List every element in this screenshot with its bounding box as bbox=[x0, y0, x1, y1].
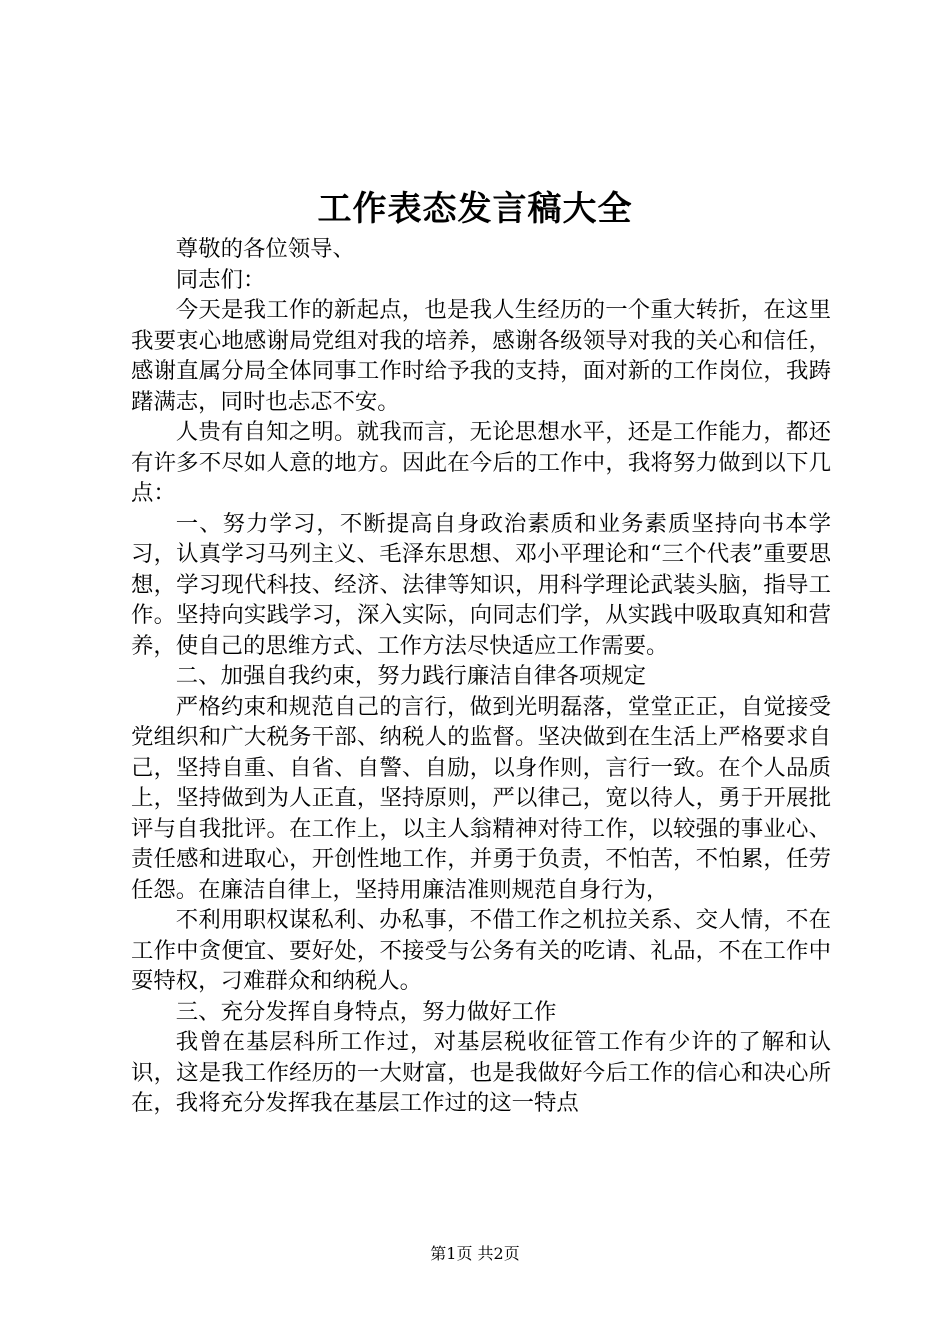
paragraph: 不利用职权谋私利、办私事，不借工作之机拉关系、交人情，不在工作中贪便宜、要好处，不接受与公务有关的吃请、礼品，不在工作中耍特权，刁难群众和纳税人。 bbox=[131, 907, 831, 994]
paragraph: 人贵有自知之明。就我而言，无论思想水平，还是工作能力，都还有许多不尽如人意的地方。因此在今后的工作中，我将努力做到以下几点： bbox=[131, 419, 831, 506]
paragraph: 尊敬的各位领导、 bbox=[175, 236, 355, 262]
paragraph: 我曾在基层科所工作过，对基层税收征管工作有少许的了解和认识，这是我工作经历的一大财富，也是我做好今后工作的信心和决心所在，我将充分发挥我在基层工作过的这一特点 bbox=[131, 1029, 831, 1116]
page-title: 工作表态发言稿大全 bbox=[317, 189, 633, 229]
page-footer: 第1页 共2页 bbox=[430, 1244, 520, 1263]
paragraph: 同志们： bbox=[175, 266, 266, 293]
document-body bbox=[131, 234, 831, 1119]
section-heading: 二、加强自我约束，努力践行廉洁自律各项规定 bbox=[175, 663, 646, 689]
section-heading: 三、充分发挥自身特点，努力做好工作 bbox=[175, 998, 557, 1025]
paragraph: 一、努力学习，不断提高自身政治素质和业务素质坚持向书本学习，认真学习马列主义、毛泽东思想、邓小平理论和“三个代表”重要思想，学习现代科技、经济、法律等知识，用科学理论武装头脑，指导工作。坚持向实践学习，深入实际，向同志们学，从实践中吸取真知和营养，使自己的思维方式、工作方法尽快适应工作需要。 bbox=[131, 510, 831, 659]
paragraph: 今天是我工作的新起点，也是我人生经历的一个重大转折，在这里我要衷心地感谢局党组对我的培养，感谢各级领导对我的关心和信任，感谢直属分局全体同事工作时给予我的支持，面对新的工作岗位，我踌躇满志，同时也忐忑不安。 bbox=[131, 297, 831, 415]
paragraph: 严格约束和规范自己的言行，做到光明磊落，堂堂正正，自觉接受党组织和广大税务干部、纳税人的监督。坚决做到在生活上严格要求自己，坚持自重、自省、自警、自励，以身作则，言行一致。在个人品质上，坚持做到为人正直，坚持原则，严以律己，宽以待人，勇于开展批评与自我批评。在工作上，以主人翁精神对待工作，以较强的事业心、责任感和进取心，开创性地工作，并勇于负责，不怕苦，不怕累，任劳任怨。在廉洁自律上，坚持用廉洁准则规范自身行为， bbox=[131, 693, 831, 903]
